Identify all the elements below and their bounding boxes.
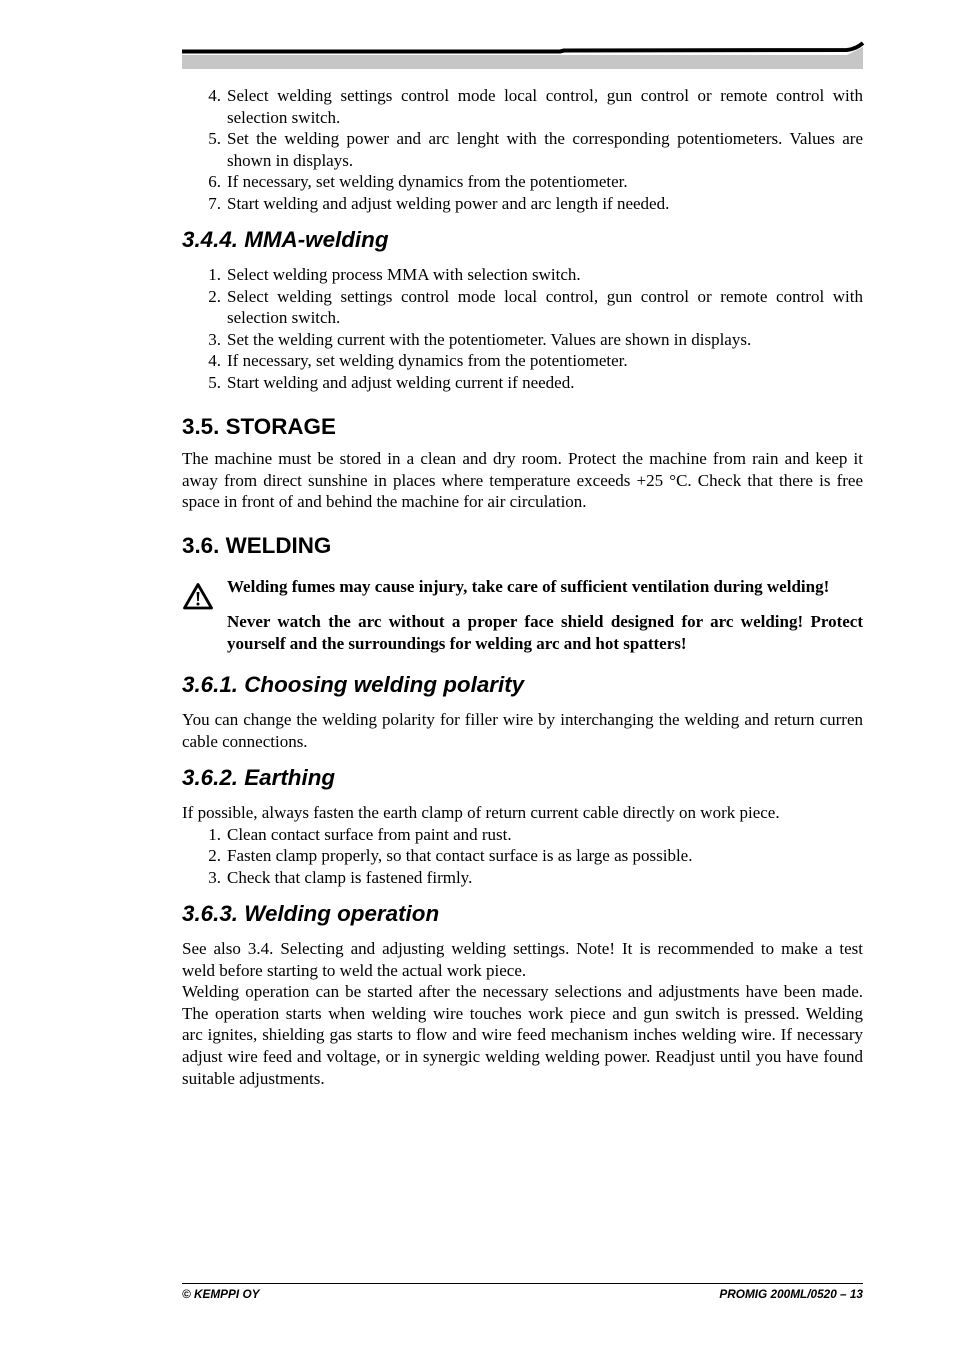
mma-steps-list xyxy=(182,264,863,394)
text-line: selection switch. xyxy=(227,308,341,328)
steps-list-continued xyxy=(182,85,863,215)
text-line: The machine must be stored in a clean and dry room. Protect the machine from rain and keep it xyxy=(182,449,863,468)
list-item xyxy=(182,372,863,394)
list-item xyxy=(182,329,863,351)
text-line: yourself and the surroundings for welding arc and hot spatters! xyxy=(227,633,687,653)
text-line: Start welding and adjust welding power and arc length if needed. xyxy=(227,193,670,213)
text-line: away from direct sunshine in places where temperature exceeds +25 °C. Check that there is free xyxy=(182,470,863,490)
text-line: Welding operation can be started after the necessary selections and adjustments have been made. xyxy=(182,982,863,1002)
section-heading-mma-welding: 3.4.4. MMA-welding xyxy=(182,227,389,252)
earthing-content xyxy=(182,802,863,888)
list-number: 4. xyxy=(208,86,221,105)
text-line: Set the welding current with the potentiometer. Values are shown in displays. xyxy=(227,329,752,349)
warning-triangle-icon xyxy=(182,581,214,611)
warning-fumes xyxy=(227,576,863,598)
list-number: 2. xyxy=(208,286,221,306)
text-line: weld before starting to weld the actual work piece. xyxy=(182,960,527,980)
footer-rule xyxy=(182,1283,863,1284)
header-decoration-bar xyxy=(180,38,866,72)
list-item xyxy=(182,128,863,171)
list-number: 7. xyxy=(208,193,221,213)
list-item xyxy=(182,867,863,889)
section-heading-welding-operation: 3.6.3. Welding operation xyxy=(182,901,440,926)
list-number: 2. xyxy=(208,846,221,866)
text-line: suitable adjustments. xyxy=(182,1068,325,1088)
list-item xyxy=(182,350,863,372)
list-number: 1. xyxy=(208,265,221,284)
text-line: Check that clamp is fastened firmly. xyxy=(227,867,473,887)
text-line: shown in displays. xyxy=(227,150,354,170)
section-heading-polarity: 3.6.1. Choosing welding polarity xyxy=(182,672,525,697)
text-line: selection switch. xyxy=(227,107,341,127)
text-line: space in front of and behind the machine for air circulation. xyxy=(182,492,587,512)
text-line: If necessary, set welding dynamics from the potentiometer. xyxy=(227,351,628,371)
text-line: Welding fumes may cause injury, take care of sufficient ventilation during welding! xyxy=(227,577,830,596)
text-line: You can change the welding polarity for filler wire by interchanging the welding and return curren xyxy=(182,710,863,729)
text-line: Never watch the arc without a proper face shield designed for arc welding! Protect xyxy=(227,612,863,631)
list-item xyxy=(182,193,863,215)
list-item xyxy=(182,845,863,867)
header-black-rule xyxy=(182,43,863,52)
text-line: Fasten clamp properly, so that contact surface is as large as possible. xyxy=(227,846,693,866)
footer-document-page: PROMIG 200ML/0520 – 13 xyxy=(719,1287,863,1301)
list-number: 4. xyxy=(208,351,221,371)
list-number: 6. xyxy=(208,172,221,192)
list-number: 5. xyxy=(208,129,221,149)
storage-paragraph xyxy=(182,448,863,513)
list-number: 3. xyxy=(208,329,221,349)
list-item xyxy=(182,264,863,286)
section-heading-earthing: 3.6.2. Earthing xyxy=(182,765,336,790)
list-item xyxy=(182,824,863,846)
text-line: Select welding settings control mode local control, gun control or remote control with xyxy=(227,86,863,105)
polarity-paragraph xyxy=(182,709,863,752)
section-heading-welding: 3.6. WELDING xyxy=(182,533,332,558)
text-line: Start welding and adjust welding current if needed. xyxy=(227,372,575,392)
list-item xyxy=(182,85,863,128)
footer-copyright: © KEMPPI OY xyxy=(182,1287,260,1301)
list-number: 1. xyxy=(208,824,221,844)
list-item xyxy=(182,286,863,329)
list-item xyxy=(182,171,863,193)
list-number: 3. xyxy=(208,867,221,887)
text-line: If possible, always fasten the earth clamp of return current cable directly on work piece. xyxy=(182,803,780,822)
text-line: Set the welding power and arc lenght with the corresponding potentiometers. Values are xyxy=(227,129,863,149)
text-line: cable connections. xyxy=(182,731,308,751)
text-line: arc ignites, shielding gas starts to flow and wire feed mechanism inches welding wire. If necessary xyxy=(182,1025,863,1045)
operation-paragraphs xyxy=(182,938,863,1089)
text-line: If necessary, set welding dynamics from the potentiometer. xyxy=(227,172,628,192)
text-line: The operation starts when welding wire touches work piece and gun switch is pressed. Welding xyxy=(182,1003,863,1023)
text-line: See also 3.4. Selecting and adjusting welding settings. Note! It is recommended to make a test xyxy=(182,939,863,958)
section-heading-storage: 3.5. STORAGE xyxy=(182,414,336,439)
text-line: adjust wire feed and voltage, or in synergic welding welding power. Readjust until you have found xyxy=(182,1046,863,1066)
list-number: 5. xyxy=(208,372,221,392)
warning-arc xyxy=(227,611,863,654)
text-line: Select welding settings control mode local control, gun control or remote control with xyxy=(227,286,863,306)
text-line: Clean contact surface from paint and rust. xyxy=(227,824,512,844)
text-line: Select welding process MMA with selection switch. xyxy=(227,265,581,284)
